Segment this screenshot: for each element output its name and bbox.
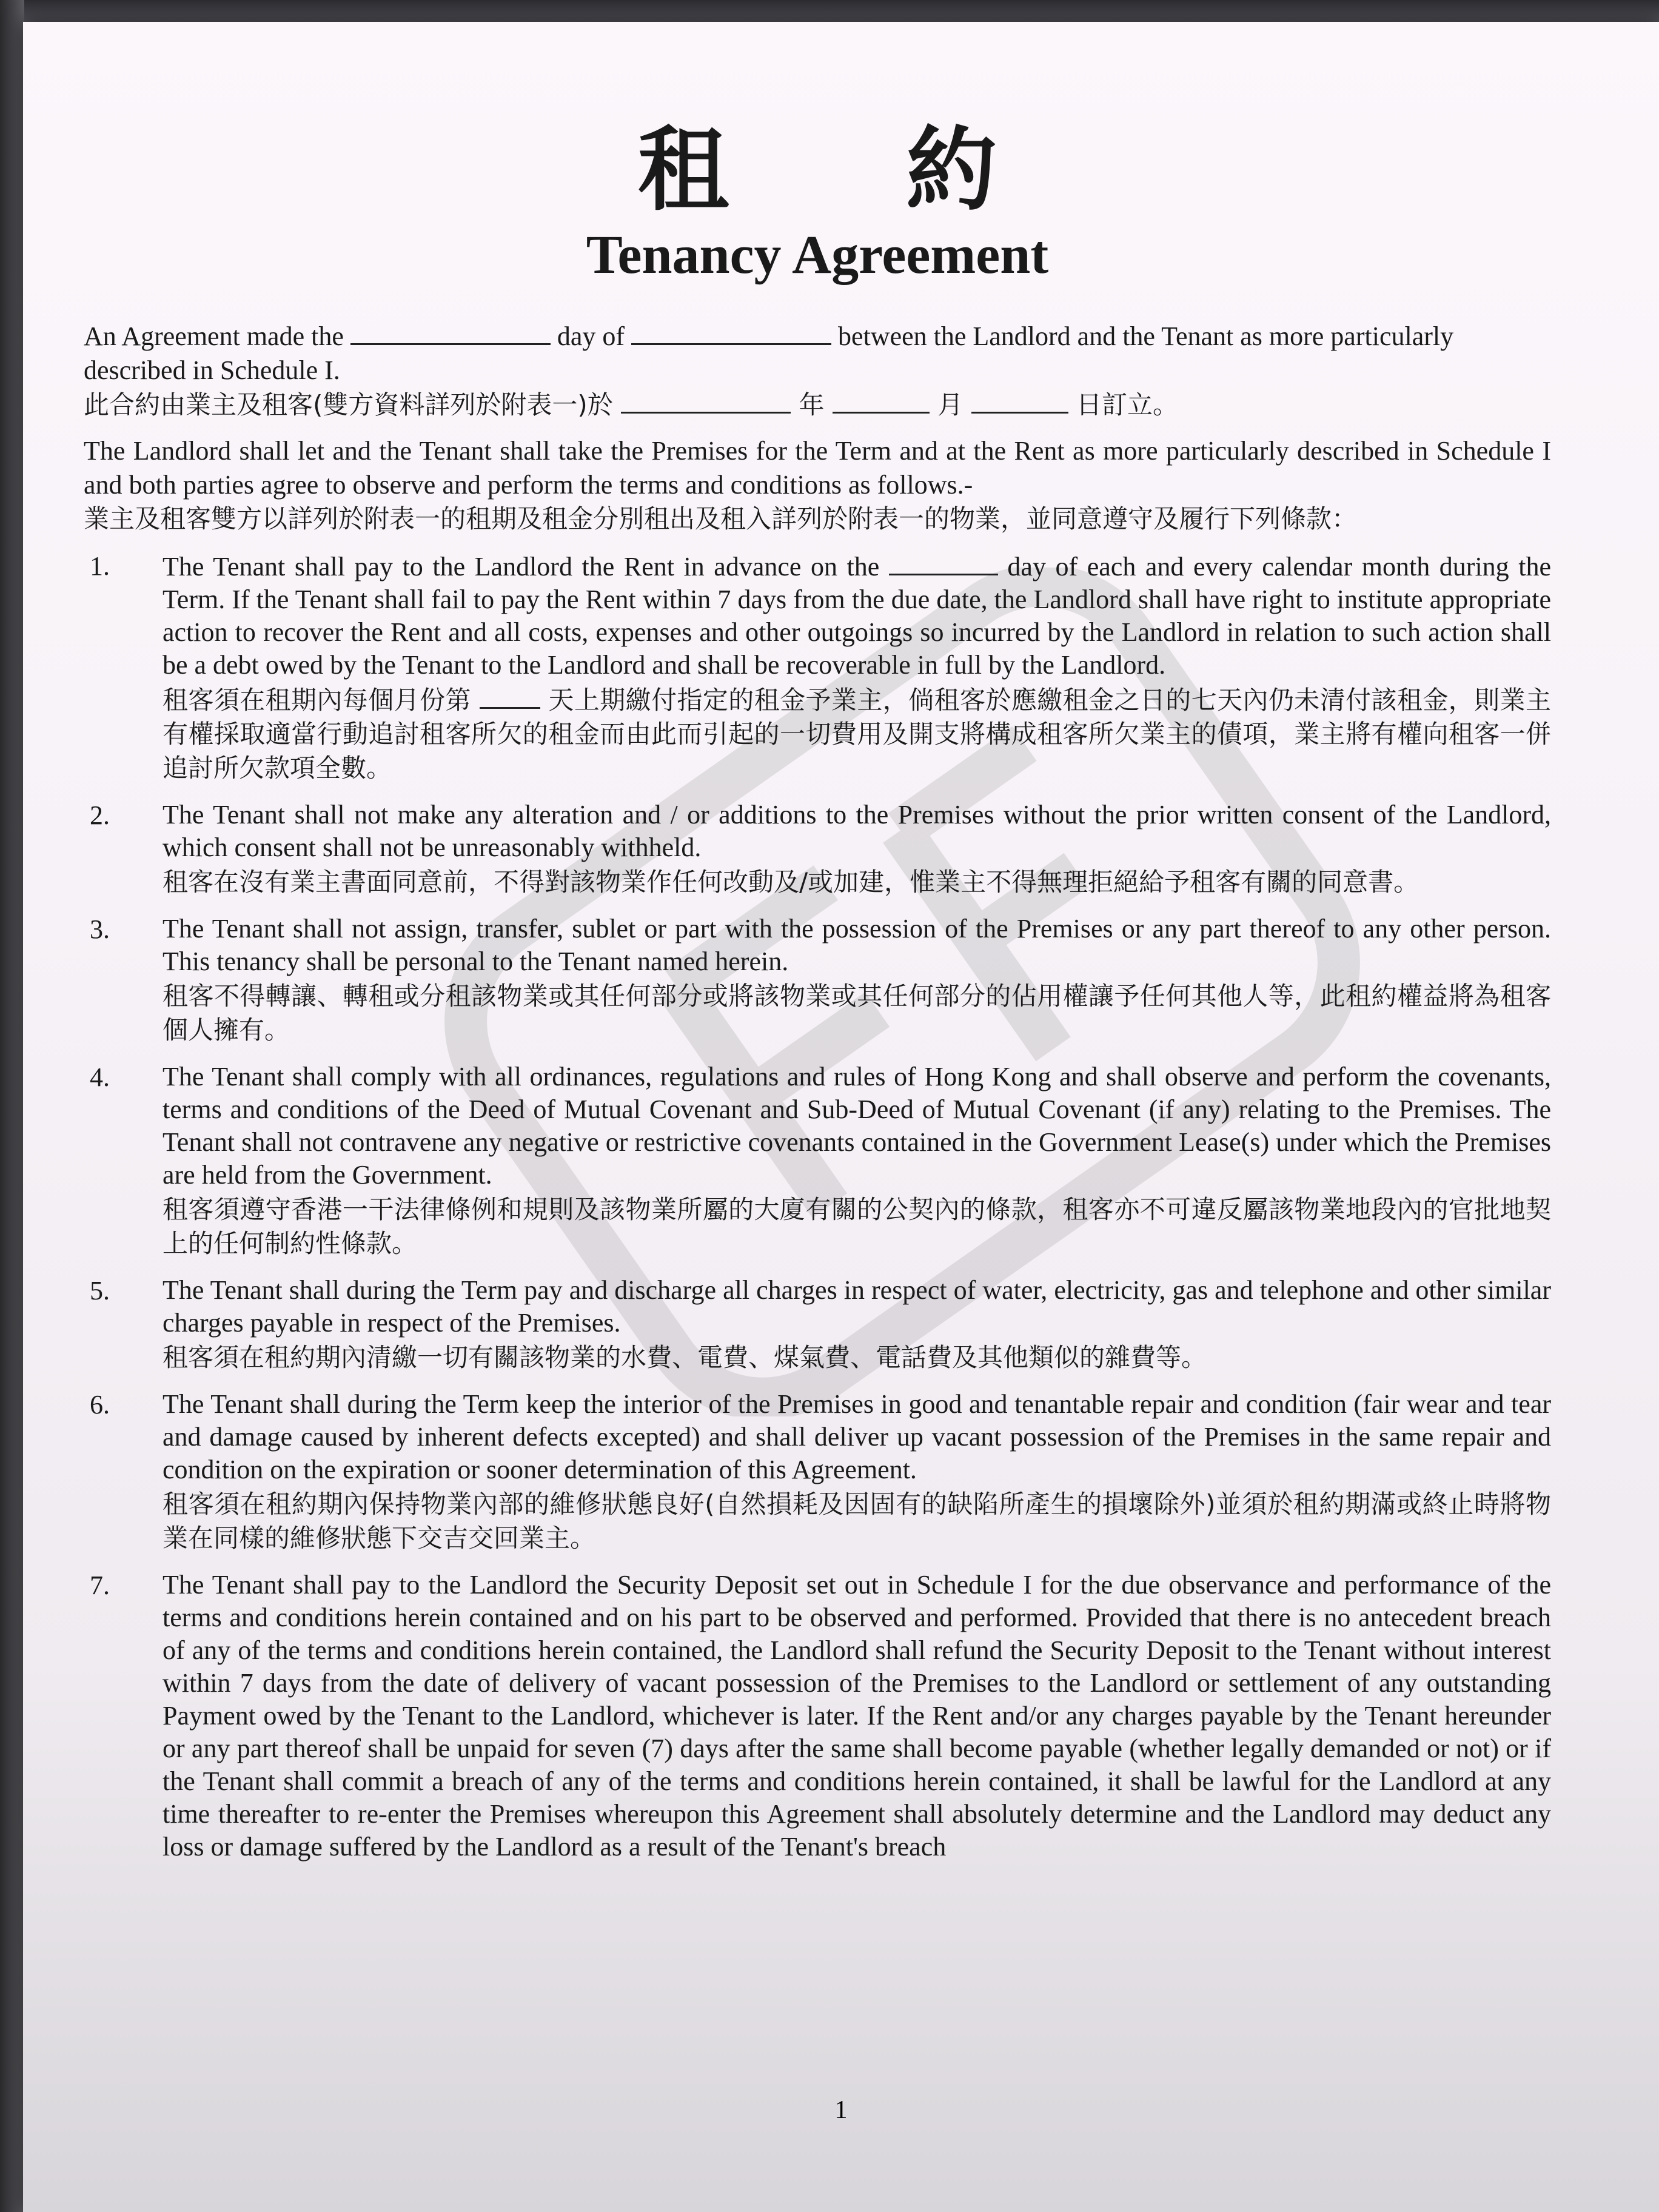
intro-chinese [84,387,1551,422]
clause-chinese: 租客不得轉讓、轉租或分租該物業或其任何部分或將該物業或其任何部分的佔用權讓予任何其他人等，此租約權益將為租客個人擁有。 [163,981,1551,1045]
clause-number: 5. [90,1276,110,1305]
date-day-blank[interactable] [350,319,551,345]
clause-body [163,1274,1551,1375]
title-english: Tenancy Agreement [586,225,1049,285]
intro-zh-month: 月 [937,390,964,420]
clause-1 [84,549,1551,785]
page-number: 1 [834,2096,848,2124]
clause-1-en-b: day of each and every calendar month during the Term. If the Tenant shall fail to pay the Rent within 7 days from the due date, the Landlord shall have right to institute appropriate action to recover the Rent and all costs, expenses and other outgoings so incurred by the Landlord in relation to such action shall be a debt owed by the Tenant to the Landlord and shall be recoverable in full by the Landlord. [163,552,1552,680]
clause-body [163,1569,1551,1863]
clause-english: The Tenant shall not make any alteration and / or additions to the Premises without the prior written consent of the Landlord, which consent shall not be unreasonably withheld. [163,800,1551,862]
preamble-chinese: 業主及租客雙方以詳列於附表一的租期及租金分別租出及租入詳列於附表一的物業，並同意遵守及履行下列條款： [84,504,1358,534]
clause-7 [84,1569,1551,1863]
zh-month-blank[interactable] [833,387,930,414]
clause-3 [84,913,1551,1047]
clause-4 [84,1061,1551,1261]
clause-number: 4. [90,1062,110,1092]
intro-text-3: between the Landlord and the Tenant as more particularly described in Schedule I. [84,321,1454,385]
clause-number: 2. [90,800,110,830]
clause-english: The Tenant shall during the Term pay and discharge all charges in respect of water, electricity, gas and telephone and other similar charges payable in respect of the Premises. [163,1275,1551,1338]
intro-zh-text-1: 此合約由業主及租客(雙方資料詳列於附表一)於 [84,390,613,420]
clause-1-en-a: The Tenant shall pay to the Landlord the Rent in advance on the [163,552,880,581]
clause-number: 1. [90,551,110,581]
rent-day-blank[interactable] [889,549,998,575]
clause-english: The Tenant shall comply with all ordinances, regulations and rules of Hong Kong and shall observe and perform the covenants, terms and conditions of the Deed of Mutual Covenant and Sub-Deed of Mutual Covenant (if any) relating to the Premises. The Tenant shall not contravene any negative or restrictive covenants contained in the Government Lease(s) under which the Premises are held from the Government. [163,1062,1551,1190]
intro-text-2: day of [557,321,625,351]
screen-top-edge [0,0,1659,24]
clause-body [163,799,1551,899]
clause-1-zh-a: 租客須在租期內每個月份第 [163,685,471,715]
date-month-blank[interactable] [631,319,831,345]
intro-zh-day: 日訂立。 [1076,390,1178,420]
clause-body [163,1388,1551,1555]
clause-body [163,549,1551,785]
clause-english: The Tenant shall pay to the Landlord the Security Deposit set out in Schedule I for the due observance and performance of the terms and conditions herein contained and on his part to be observed and performed. Provided that there is no antecedent breach of any of the terms and conditions herein contained, the Landlord shall refund the Security Deposit to the Tenant without interest within 7 days from the date of delivery of vacant possession of the Premises to the Landlord or settlement of any outstanding Payment owed by the Tenant to the Landlord, whichever is later. If the Rent and/or any charges payable by the Tenant hereunder or any part thereof shall be unpaid for seven (7) days after the same shall become payable (whether legally demanded or not) or if the Tenant shall commit a breach of any of the terms and conditions herein contained, it shall be lawful for the Landlord at any time thereafter to re-enter the Premises whereupon this Agreement shall absolutely determine and the Landlord may deduct any loss or damage suffered by the Landlord as a result of the Tenant's breach [163,1570,1551,1862]
clause-chinese: 租客須遵守香港一干法律條例和規則及該物業所屬的大廈有關的公契內的條款，租客亦不可違反屬該物業地段內的官批地契上的任何制約性條款。 [163,1195,1551,1258]
zh-day-blank[interactable] [971,387,1068,414]
intro-text-1: An Agreement made the [84,321,344,351]
document-content [84,119,1551,1863]
clause-body [163,1061,1551,1261]
clause-english: The Tenant shall during the Term keep the interior of the Premises in good and tenantable repair and condition (fair wear and tear and damage caused by inherent defects excepted) and shall deliver up vacant possession of the Premises in the same repair and condition on the expiration or sooner determination of this Agreement. [163,1389,1551,1484]
clause-chinese: 租客在沒有業主書面同意前，不得對該物業作任何改動及/或加建，惟業主不得無理拒絕給予租客有關的同意書。 [163,867,1419,897]
clause-english [163,549,1551,682]
clause-2 [84,799,1551,899]
clause-6 [84,1388,1551,1555]
screen-left-edge [0,0,24,2212]
zh-year-blank[interactable] [621,387,791,414]
clause-body [163,913,1551,1047]
clause-english: The Tenant shall not assign, transfer, sublet or part with the possession of the Premises or any part thereof to any other person. This tenancy shall be personal to the Tenant named herein. [163,914,1551,976]
intro-english [84,319,1551,387]
clause-number: 6. [90,1390,110,1419]
clause-chinese: 租客須在租約期內清繳一切有關該物業的水費、電費、煤氣費、電話費及其他類似的雜費等。 [163,1342,1207,1372]
title-chinese: 租 約 [637,118,1070,223]
rent-day-zh-blank[interactable] [480,683,540,709]
clause-number: 7. [90,1570,110,1600]
clause-1-zh-b: 天上期繳付指定的租金予業主，倘租客於應繳租金之日的七天內仍未清付該租金，則業主有權採取適當行動追討租客所欠的租金而由此而引起的一切費用及開支將構成租客所欠業主的債項，業主將有權向租客一併追討所欠款項全數。 [163,685,1551,783]
intro-zh-year: 年 [799,390,825,420]
clause-number: 3. [90,914,110,944]
preamble-english: The Landlord shall let and the Tenant shall take the Premises for the Term and at the Rent as more particularly described in Schedule I and both parties agree to observe and perform the terms and conditions as follows.- [84,436,1551,500]
clause-chinese: 租客須在租約期內保持物業內部的維修狀態良好(自然損耗及因固有的缺陷所產生的損壞除外)並須於租約期滿或終止時將物業在同樣的維修狀態下交吉交回業主。 [163,1489,1551,1553]
document-page [23,22,1659,2212]
clause-5 [84,1274,1551,1375]
clause-chinese [163,683,1551,785]
